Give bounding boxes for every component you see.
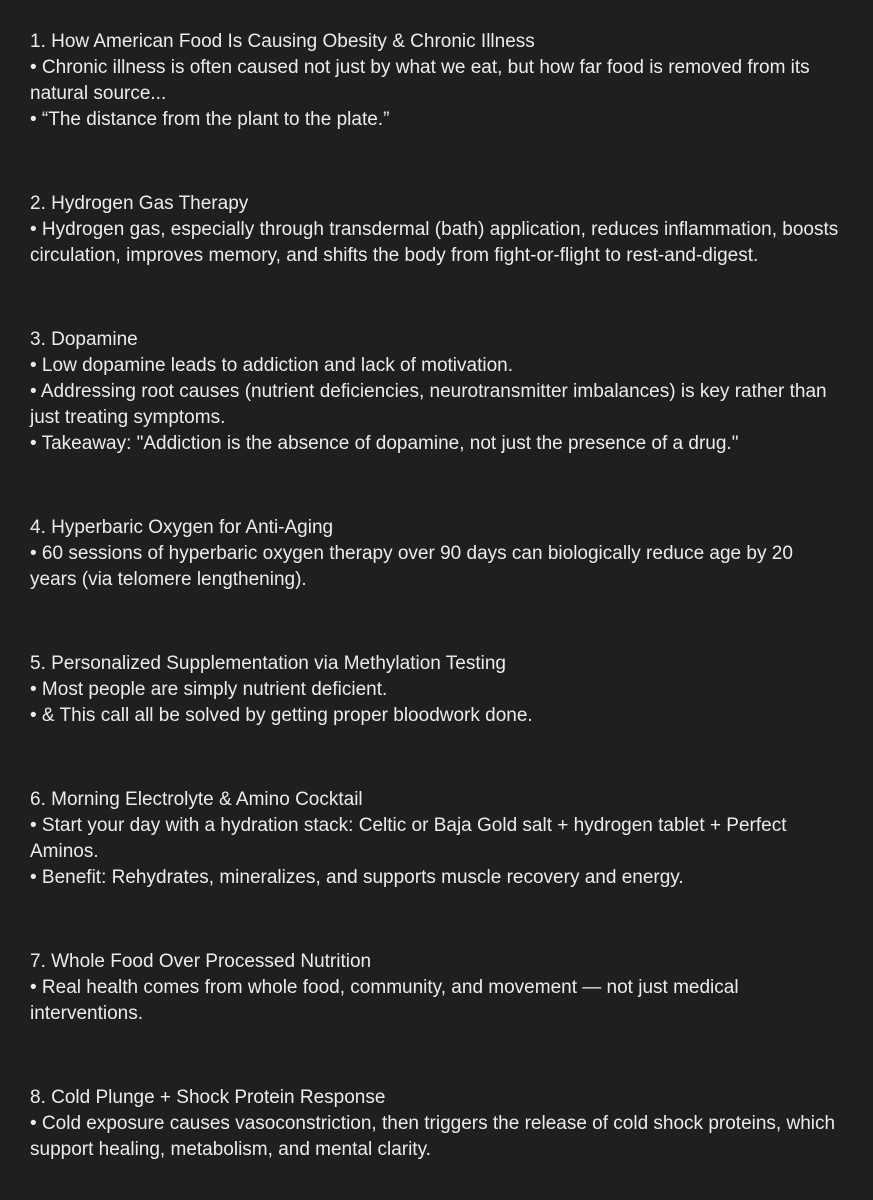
section-cold-plunge <box>30 1085 843 1163</box>
bullet-list <box>30 353 843 457</box>
bullet-item: • Chronic illness is often caused not just by what we eat, but how far food is removed from its natural source... <box>30 57 810 104</box>
section-whole-food <box>30 949 843 1027</box>
bullet-list <box>30 1111 843 1163</box>
bullet-list <box>30 677 843 729</box>
section-american-food <box>30 29 843 133</box>
bullet-item: • Low dopamine leads to addiction and lack of motivation. <box>30 355 513 376</box>
bullet-item: • Real health comes from whole food, community, and movement — not just medical interventions. <box>30 977 739 1024</box>
section-electrolyte-cocktail <box>30 787 843 891</box>
bullet-list <box>30 813 843 891</box>
section-heading: 6. Morning Electrolyte & Amino Cocktail <box>30 789 363 810</box>
bullet-item: • & This call all be solved by getting proper bloodwork done. <box>30 705 533 726</box>
bullet-item: • Most people are simply nutrient deficient. <box>30 679 388 700</box>
bullet-item: • Benefit: Rehydrates, mineralizes, and supports muscle recovery and energy. <box>30 867 684 888</box>
section-dopamine <box>30 327 843 457</box>
section-heading: 8. Cold Plunge + Shock Protein Response <box>30 1087 386 1108</box>
section-heading: 2. Hydrogen Gas Therapy <box>30 193 249 214</box>
bullet-list <box>30 217 843 269</box>
section-hydrogen-gas <box>30 191 843 269</box>
bullet-list <box>30 975 843 1027</box>
section-heading: 4. Hyperbaric Oxygen for Anti-Aging <box>30 517 334 538</box>
bullet-list <box>30 541 843 593</box>
bullet-item: • 60 sessions of hyperbaric oxygen therapy over 90 days can biologically reduce age by 20 years (via telomere lengthening). <box>30 543 793 590</box>
section-supplementation <box>30 651 843 729</box>
section-heading: 5. Personalized Supplementation via Methylation Testing <box>30 653 506 674</box>
bullet-item: • Start your day with a hydration stack: Celtic or Baja Gold salt + hydrogen tablet + Perfect Aminos. <box>30 815 787 862</box>
bullet-list <box>30 55 843 133</box>
section-hyperbaric-oxygen <box>30 515 843 593</box>
bullet-item: • Hydrogen gas, especially through transdermal (bath) application, reduces inflammation, boosts circulation, improves memory, and shifts the body from fight-or-flight to rest-and-digest. <box>30 219 839 266</box>
bullet-item: • “The distance from the plant to the plate.” <box>30 109 390 130</box>
bullet-item: • Cold exposure causes vasoconstriction, then triggers the release of cold shock proteins, which support healing, metabolism, and mental clarity. <box>30 1113 836 1160</box>
section-heading: 3. Dopamine <box>30 329 138 350</box>
section-heading: 7. Whole Food Over Processed Nutrition <box>30 951 372 972</box>
section-heading: 1. How American Food Is Causing Obesity & Chronic Illness <box>30 31 535 52</box>
bullet-item: • Addressing root causes (nutrient deficiencies, neurotransmitter imbalances) is key rather than just treating symptoms. <box>30 381 827 428</box>
bullet-item: • Takeaway: "Addiction is the absence of dopamine, not just the presence of a drug." <box>30 433 739 454</box>
